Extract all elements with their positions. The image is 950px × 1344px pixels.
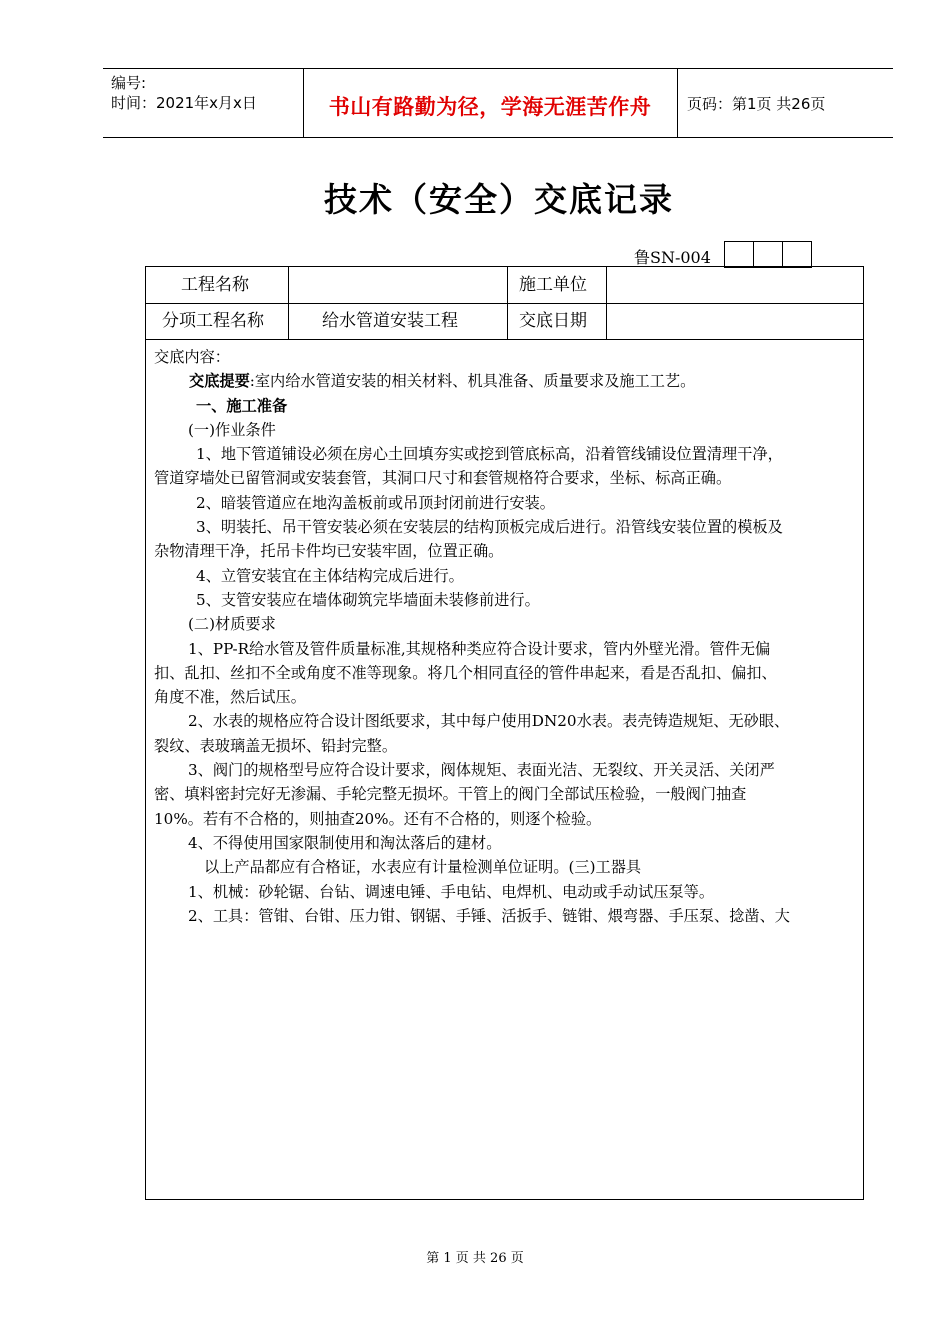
sub-project-value: 给水管道安装工程 [322,311,458,331]
table-divider [606,267,607,340]
paragraph: 4、立管安装宜在主体结构完成后进行。 [196,566,464,585]
date-label: 交底日期 [519,311,587,331]
paragraph: 裂纹、表玻璃盖无损坏、铅封完整。 [154,736,397,755]
paragraph: 2、暗装管道应在地沟盖板前或吊顶封闭前进行安装。 [196,493,555,512]
header-meta [111,73,257,113]
paragraph: 2、水表的规格应符合设计图纸要求，其中每户使用DN20水表。表壳铸造规矩、无砂眼、 [188,712,790,731]
header-motto: 书山有路勤为径，学海无涯苦作舟 [328,95,652,119]
paragraph: 2、工具：管钳、台钳、压力钳、钢锯、手锤、活扳手、链钳、煨弯器、手压泵、捻凿、大 [188,906,790,925]
code-box [782,241,812,268]
paragraph: 以上产品都应有合格证，水表应有计量检测单位证明。(三)工器具 [204,858,642,877]
summary-text: :室内给水管道安装的相关材料、机具准备、质量要求及施工工艺。 [249,372,696,391]
paragraph: 扣、乱扣、丝扣不全或角度不准等现象。将几个相同直径的管件串起来，看是否乱扣、偏扣、 [154,663,777,682]
code-box [753,241,782,268]
subsection-heading: (一)作业条件 [188,420,276,439]
summary-line [154,369,856,393]
table-divider [288,267,289,340]
sub-project-label: 分项工程名称 [162,311,264,331]
paragraph: 1、地下管道铺设必须在房心土回填夯实或挖到管底标高，沿着管线铺设位置清理干净， [196,445,783,464]
subsection-heading: (二)材质要求 [188,615,276,634]
table-row [146,267,863,304]
paragraph: 3、明装托、吊干管安装必须在安装层的结构顶板完成后进行。沿管线安装位置的模板及 [196,518,783,537]
summary-label: 交底提要 [189,372,250,391]
paragraph: 角度不准，然后试压。 [154,688,306,707]
paragraph: 1、PP-R给水管及管件质量标准,其规格种类应符合设计要求，管内外壁光滑。管件无偏 [188,639,771,658]
paragraph: 杂物清理干净，托吊卡件均已安装牢固，位置正确。 [154,542,504,561]
construction-unit-label: 施工单位 [519,275,587,295]
paragraph: 10%。若有不合格的，则抽查20%。还有不合格的，则逐个检验。 [154,809,602,828]
document-header [103,68,893,138]
section-heading: 一、施工准备 [196,396,288,415]
code-boxes [724,241,812,267]
project-name-label: 工程名称 [181,275,249,295]
form-code: 鲁SN-004 [634,248,711,267]
paragraph: 4、不得使用国家限制使用和淘汰落后的建材。 [188,833,502,852]
table-row [146,303,863,340]
paragraph: 密、填料密封完好无渗漏、手轮完整无损坏。干管上的阀门全部试压检验，一般阀门抽查 [154,785,747,804]
page-indicator: 页码：第1页 共26页 [687,95,826,113]
time-label: 时间：2021年x月x日 [111,94,257,112]
record-table [145,266,864,1200]
paragraph: 3、阀门的规格型号应符合设计要求，阀体规矩、表面光洁、无裂纹、开关灵活、关闭严 [188,761,775,780]
number-label: 编号: [111,74,147,92]
content-intro: 交底内容： [154,348,230,366]
paragraph: 1、机械：砂轮锯、台钻、调速电锤、手电钻、电焊机、电动或手动试压泵等。 [188,882,715,901]
document-title: 技术（安全）交底记录 [324,180,674,219]
briefing-content [154,345,856,928]
paragraph: 5、支管安装应在墙体砌筑完毕墙面未装修前进行。 [196,590,540,609]
code-box [724,241,753,268]
paragraph: 管道穿墙处已留管洞或安装套管，其洞口尺寸和套管规格符合要求，坐标、标高正确。 [154,469,732,488]
page-footer: 第 1 页 共 26 页 [426,1251,524,1266]
header-divider [677,69,678,137]
table-divider [507,267,508,340]
